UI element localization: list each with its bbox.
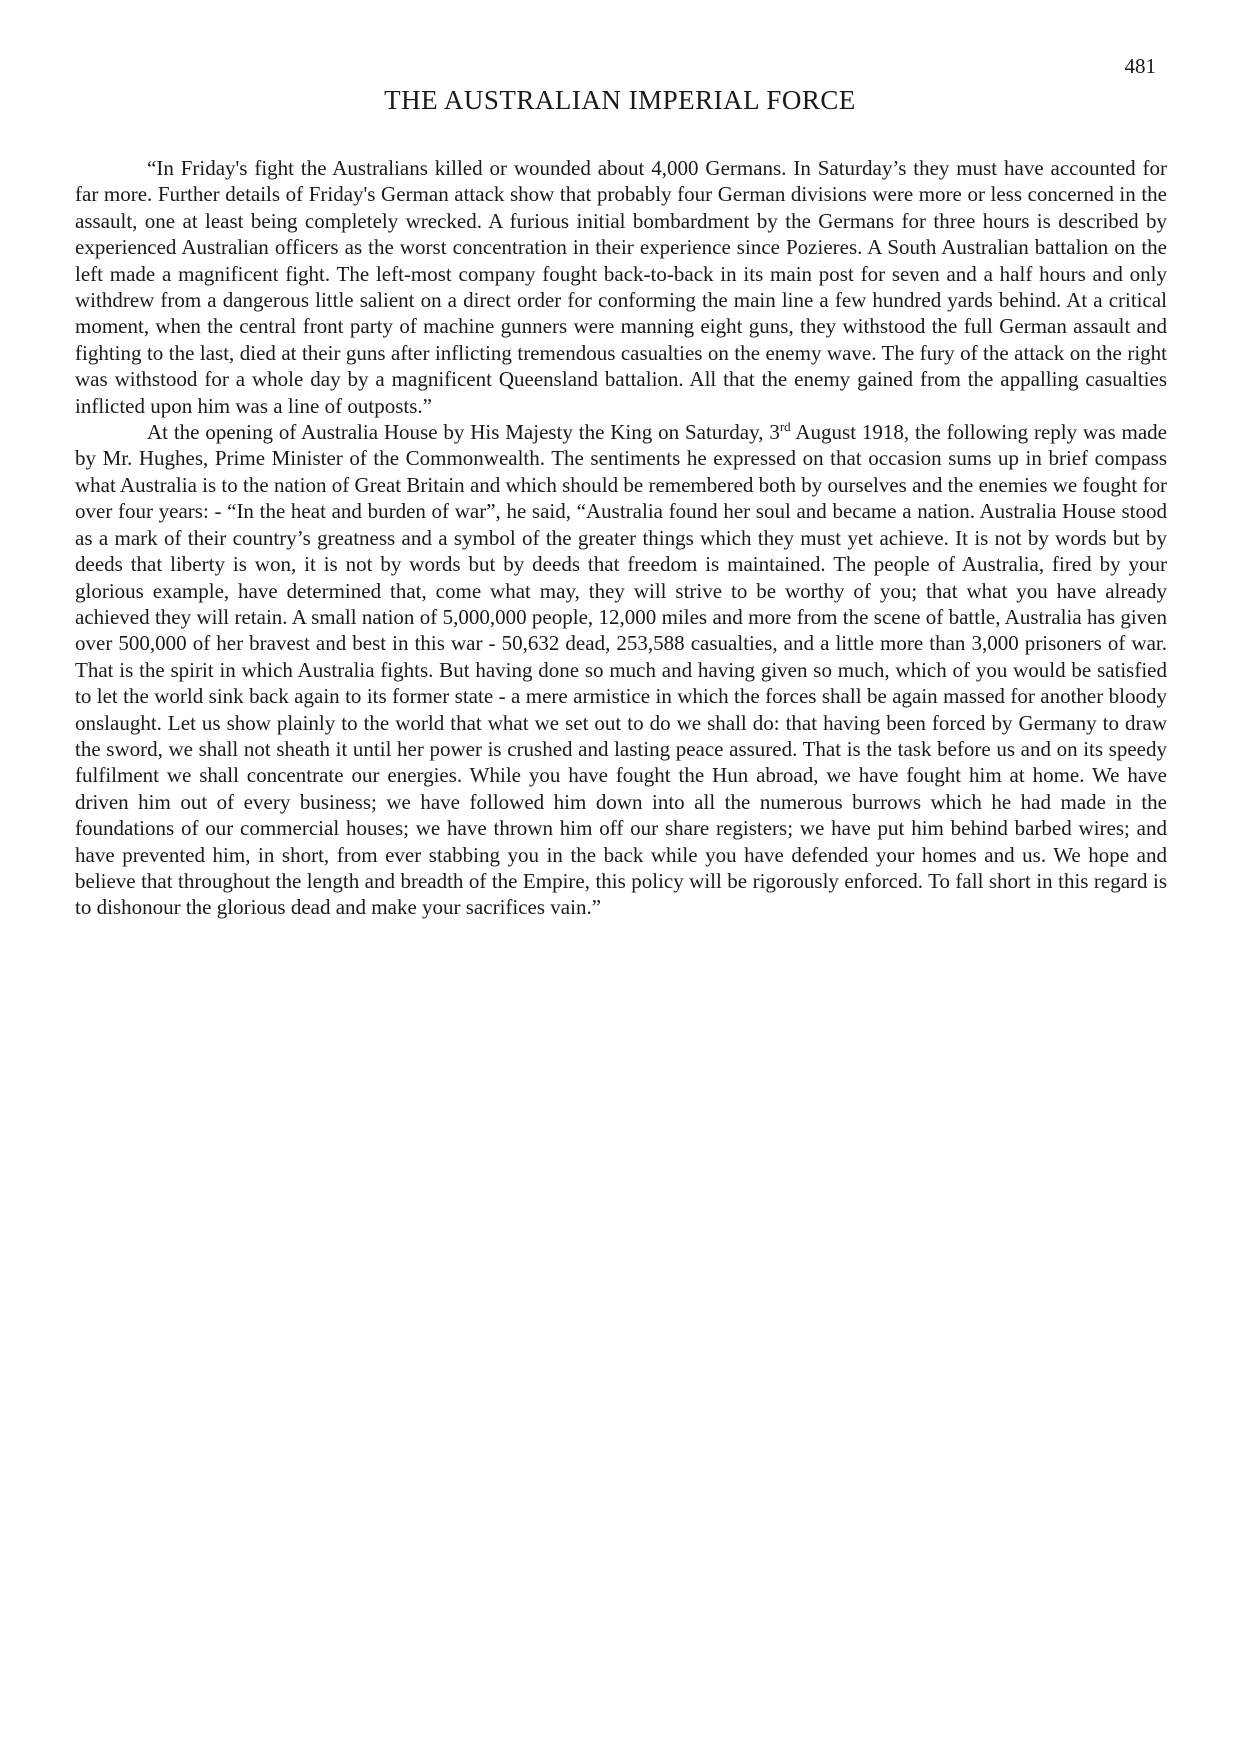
body-text (75, 155, 1167, 921)
paragraph-2 (75, 419, 1167, 921)
paragraph-2-part-1: At the opening of Australia House by His Majesty the King on Saturday, 3 (147, 420, 780, 445)
ordinal-suffix: rd (779, 419, 791, 435)
running-title: THE AUSTRALIAN IMPERIAL FORCE (384, 85, 856, 115)
paragraph-1: “In Friday's fight the Australians killed or wounded about 4,000 Germans. In Saturday’s they must have accounted for far more. Further details of Friday's German attack show that probably four German divisions were more or less concerned in the assault, one at least being completely wrecked. A furious initial bombardment by the Germans for three hours is described by experienced Australian officers as the worst concentration in their experience since Pozieres. A South Australian battalion on the left made a magnificent fight. The left-most company fought back-to-back in its main post for seven and a half hours and only withdrew from a dangerous little salient on a direct order for conforming the main line a few hundred yards behind. At a critical moment, when the central front party of machine gunners were manning eight guns, they withstood the full German assault and fighting to the last, died at their guns after inflicting tremendous casualties on the enemy wave. The fury of the attack on the right was withstood for a whole day by a magnificent Queensland battalion. All that the enemy gained from the appalling casualties inflicted upon him was a line of outposts.” (75, 156, 1167, 418)
paragraph-2-part-2: August 1918, the following reply was made by Mr. Hughes, Prime Minister of the Commonwealth. The sentiments he expressed on that occasion sums up in brief compass what Australia is to the nation of Great Britain and which should be remembered both by ourselves and the enemies we fought for over four years: - “In the heat and burden of war”, he said, “Australia found her soul and became a nation. Australia House stood as a mark of their country’s greatness and a symbol of the greater things which they must yet achieve. It is not by words but by deeds that liberty is won, it is not by words but by deeds that freedom is maintained. The people of Australia, fired by your glorious example, have determined that, come what may, they will strive to be worthy of you; that what you have already achieved they will retain. A small nation of 5,000,000 people, 12,000 miles and more from the scene of battle, Australia has given over 500,000 of her bravest and best in this war - 50,632 dead, 253,588 casualties, and a little more than 3,000 prisoners of war. That is the spirit in which Australia fights. But having done so much and having given so much, which of you would be satisfied to let the world sink back again to its former state - a mere armistice in which the forces shall be again massed for another bloody onslaught. Let us show plainly to the world that what we set out to do we shall do: that having been forced by Germany to draw the sword, we shall not sheath it until her power is crushed and lasting peace assured. That is the task before us and on its speedy fulfilment we shall concentrate our energies. While you have fought the Hun abroad, we have fought him at home. We have driven him out of every business; we have followed him down into all the numerous burrows which he had made in the foundations of our commercial houses; we have thrown him off our share registers; we have put him behind barbed wires; and have prevented him, in short, from ever stabbing you in the back while you have defended your homes and us. We hope and believe that throughout the length and breadth of the Empire, this policy will be rigorously enforced. To fall short in this regard is to dishonour the glorious dead and make your sacrifices vain.” (75, 420, 1167, 920)
page-number: 481 (1124, 54, 1156, 78)
